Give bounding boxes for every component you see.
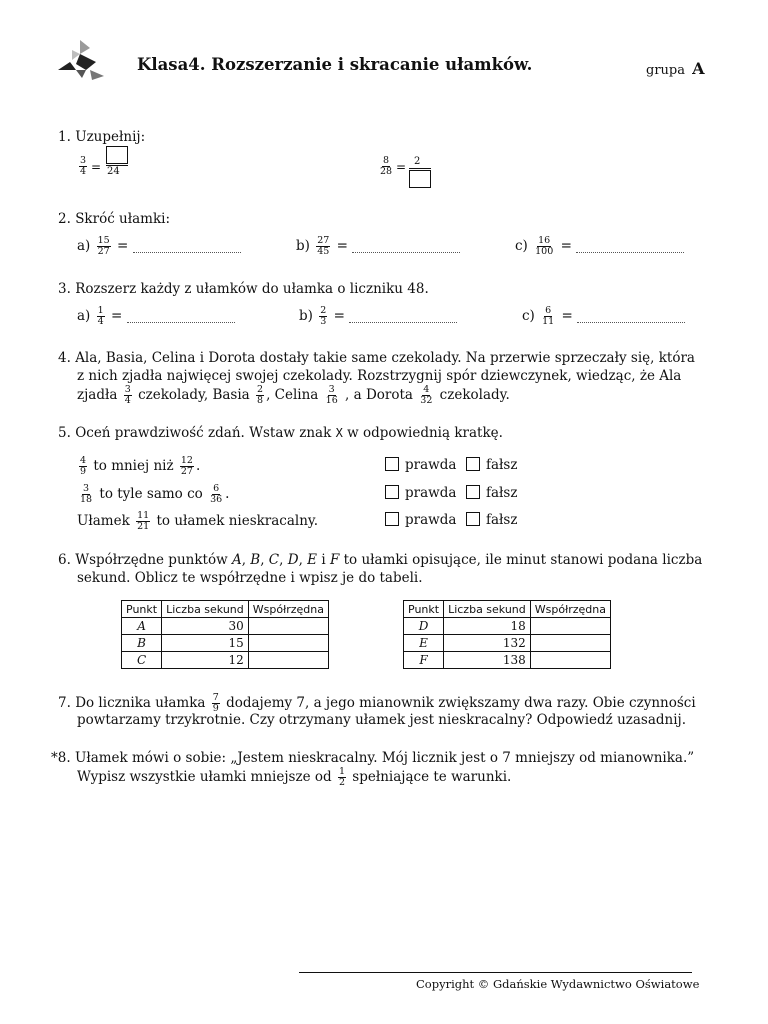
answer-line[interactable] — [577, 310, 685, 323]
q5-statement-1: $\frac{4}{9}$ to mniej niż $\frac{12}{27}$ . — [80, 455, 201, 477]
column-header: Liczba sekund — [162, 601, 249, 618]
copyright-text: Copyright © Gdańskie Wydawnictwo Oświatowe — [416, 977, 700, 991]
table-row: E 132 — [404, 635, 611, 652]
q1-left-equation: $\frac{3}{4}$ = 24 — [77, 146, 137, 182]
question-4-line3: zjadła $\frac{3}{4}$ czekolady, Basia $\frac{2}{8}$ , Celina $\frac{3}{16}$ , a Dorota $\frac{4}{32}$ czekolady. — [77, 384, 510, 406]
table-row: C 12 — [122, 652, 329, 669]
question-6-line1: 6. Współrzędne punktów A, B, C, D, E i F to ułamki opisujące, ile minut stanowi podana liczba — [58, 552, 703, 568]
q5-row1-options: prawda — [385, 456, 456, 474]
checkbox-true-2[interactable] — [385, 485, 399, 499]
column-header: Punkt — [404, 601, 444, 618]
column-header: Liczba sekund — [444, 601, 531, 618]
question-8-line2: Wypisz wszystkie ułamki mniejsze od $\frac{1}{2}$ spełniające te warunki. — [77, 766, 512, 788]
q6-table-right — [403, 600, 611, 669]
answer-cell[interactable] — [248, 652, 328, 669]
publisher-logo-icon — [56, 40, 106, 82]
checkbox-true-3[interactable] — [385, 512, 399, 526]
checkbox-true-1[interactable] — [385, 457, 399, 471]
group-letter: A — [692, 59, 705, 78]
answer-line[interactable] — [133, 240, 241, 253]
checkbox-false-2[interactable] — [466, 485, 480, 499]
q5-row2-options: prawda — [385, 484, 456, 502]
question-5-prompt: 5. Oceń prawdziwość zdań. Wstaw znak X w odpowiednią kratkę. — [58, 425, 503, 441]
fraction: $\frac{3}{4}$ — [80, 155, 87, 177]
table-row: F 138 — [404, 652, 611, 669]
answer-cell[interactable] — [248, 618, 328, 635]
fraction: $\frac{8}{28}$ — [380, 155, 393, 177]
q2-item-b: b) $\frac{27}{45}$ = — [296, 236, 460, 257]
answer-line[interactable] — [349, 310, 457, 323]
question-6-line2: sekund. Oblicz te współrzędne i wpisz je do tabeli. — [77, 570, 423, 586]
question-7-line2: powtarzamy trzykrotnie. Czy otrzymany ułamek jest nieskracalny? Odpowiedź uzasadnij. — [77, 712, 687, 728]
answer-box-numerator[interactable] — [106, 146, 128, 164]
q3-item-c: c) $\frac{6}{11}$ = — [522, 306, 685, 327]
q1-right-equation: $\frac{8}{28}$ = 2 — [377, 156, 437, 192]
q5-statement-2: $\frac{3}{18}$ to tyle samo co $\frac{6}{36}$ . — [80, 483, 230, 505]
q2-item-c: c) $\frac{16}{100}$ = — [515, 236, 684, 257]
answer-line[interactable] — [576, 240, 684, 253]
q5-row2-false: fałsz — [466, 484, 517, 502]
question-8-line1: *8. Ułamek mówi o sobie: „Jestem nieskracalny. Mój licznik jest o 7 mniejszy od mianownika.” — [51, 750, 695, 766]
answer-cell[interactable] — [248, 635, 328, 652]
question-7-line1: 7. Do licznika ułamka $\frac{7}{9}$ dodajemy 7, a jego mianownik zwiększamy dwa razy. Obie czynności — [58, 692, 696, 714]
q2-item-a: a) $\frac{15}{27}$ = — [77, 236, 241, 257]
table-row: B 15 — [122, 635, 329, 652]
table-row: D 18 — [404, 618, 611, 635]
answer-cell[interactable] — [530, 618, 610, 635]
answer-line[interactable] — [127, 310, 235, 323]
answer-cell[interactable] — [530, 635, 610, 652]
question-4-line1: 4. Ala, Basia, Celina i Dorota dostały takie same czekolady. Na przerwie sprzeczały się, która — [58, 350, 695, 366]
column-header: Współrzędna — [248, 601, 328, 618]
q3-item-a: a) $\frac{1}{4}$ = — [77, 306, 235, 327]
answer-line[interactable] — [352, 240, 460, 253]
checkbox-false-1[interactable] — [466, 457, 480, 471]
q5-statement-3: Ułamek $\frac{11}{21}$ to ułamek nieskracalny. — [77, 510, 319, 532]
question-4-line2: z nich zjadła najwięcej swojej czekolady. Rozstrzygnij spór dziewczynek, wiedząc, że Ala — [77, 368, 682, 384]
table-row: A 30 — [122, 618, 329, 635]
column-header: Punkt — [122, 601, 162, 618]
question-2-prompt: 2. Skróć ułamki: — [58, 211, 171, 227]
column-header: Współrzędna — [530, 601, 610, 618]
checkbox-false-3[interactable] — [466, 512, 480, 526]
q5-row3-false: fałsz — [466, 511, 517, 529]
q3-item-b: b) $\frac{2}{3}$ = — [299, 306, 457, 327]
q5-row1-false: fałsz — [466, 456, 517, 474]
question-1-prompt: 1. Uzupełnij: — [58, 129, 146, 145]
question-3-prompt: 3. Rozszerz każdy z ułamków do ułamka o liczniku 48. — [58, 281, 429, 297]
footer-rule — [299, 972, 692, 973]
answer-box-denominator[interactable] — [409, 170, 431, 188]
answer-cell[interactable] — [530, 652, 610, 669]
group-label: grupa A — [646, 59, 705, 78]
page-title: Klasa4. Rozszerzanie i skracanie ułamków. — [137, 55, 533, 74]
q6-table-left — [121, 600, 329, 669]
q5-row3-options: prawda — [385, 511, 456, 529]
